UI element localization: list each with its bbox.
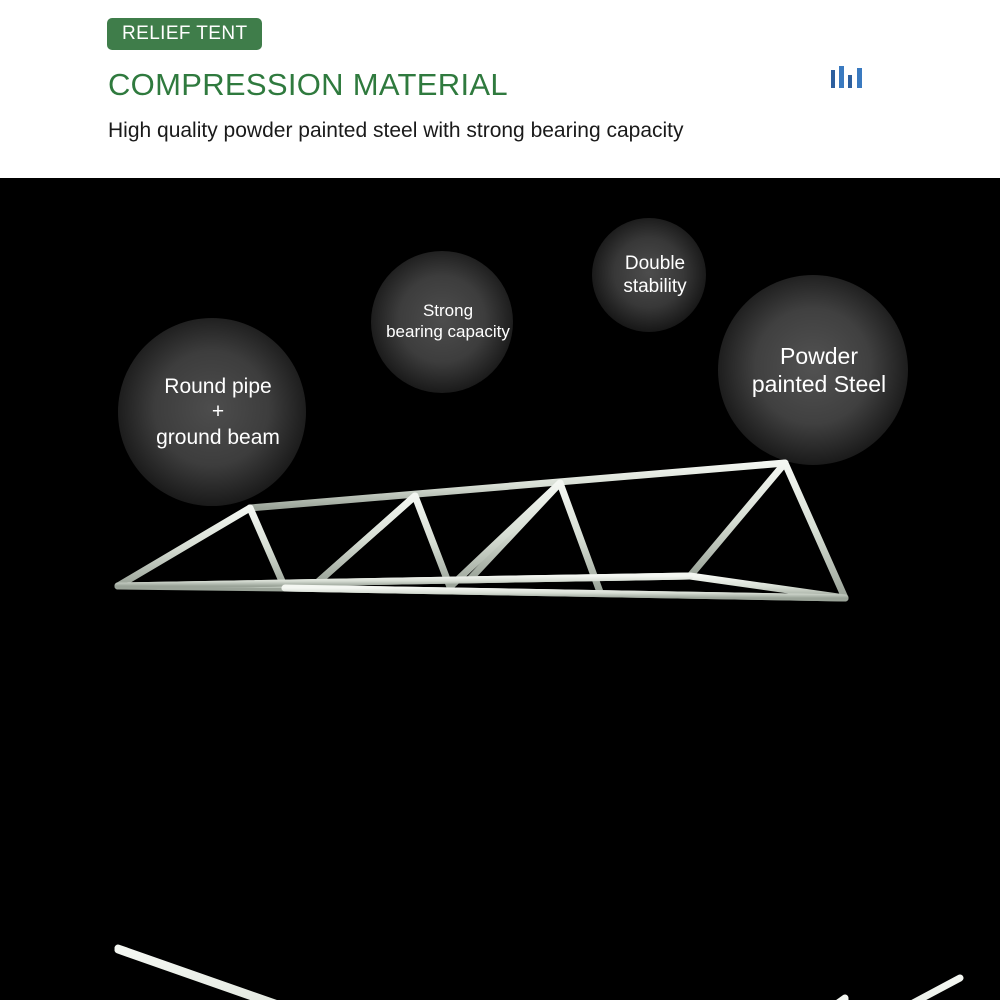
callout-powder-painted-line2: painted Steel: [751, 371, 887, 397]
callout-strong-bearing-line2: bearing capacity: [386, 322, 510, 341]
callout-powder-painted: [718, 275, 908, 465]
callout-round-pipe-line3: ground beam: [156, 425, 280, 449]
callout-round-pipe-line2: +: [211, 400, 225, 424]
callout-round-pipe-line1: Round pipe: [164, 374, 272, 398]
callout-double-stability-line1: Double: [624, 252, 686, 274]
callout-powder-painted-line1: Powder: [780, 342, 858, 369]
callout-double-stability: [592, 218, 706, 332]
page-title: COMPRESSION MATERIAL: [108, 67, 508, 102]
callout-strong-bearing: [371, 251, 513, 393]
callout-round-pipe: [118, 318, 306, 506]
page-subtitle: High quality powder painted steel with strong bearing capacity: [108, 119, 684, 142]
tent-steel-frame-photo: [0, 178, 1000, 1000]
bar-logo-icon: [831, 66, 867, 92]
callout-double-stability-line2: stability: [623, 276, 687, 297]
header: [0, 0, 1000, 178]
callout-strong-bearing-line1: Strong: [422, 301, 474, 321]
relief-tent-badge: RELIEF TENT: [107, 18, 262, 50]
